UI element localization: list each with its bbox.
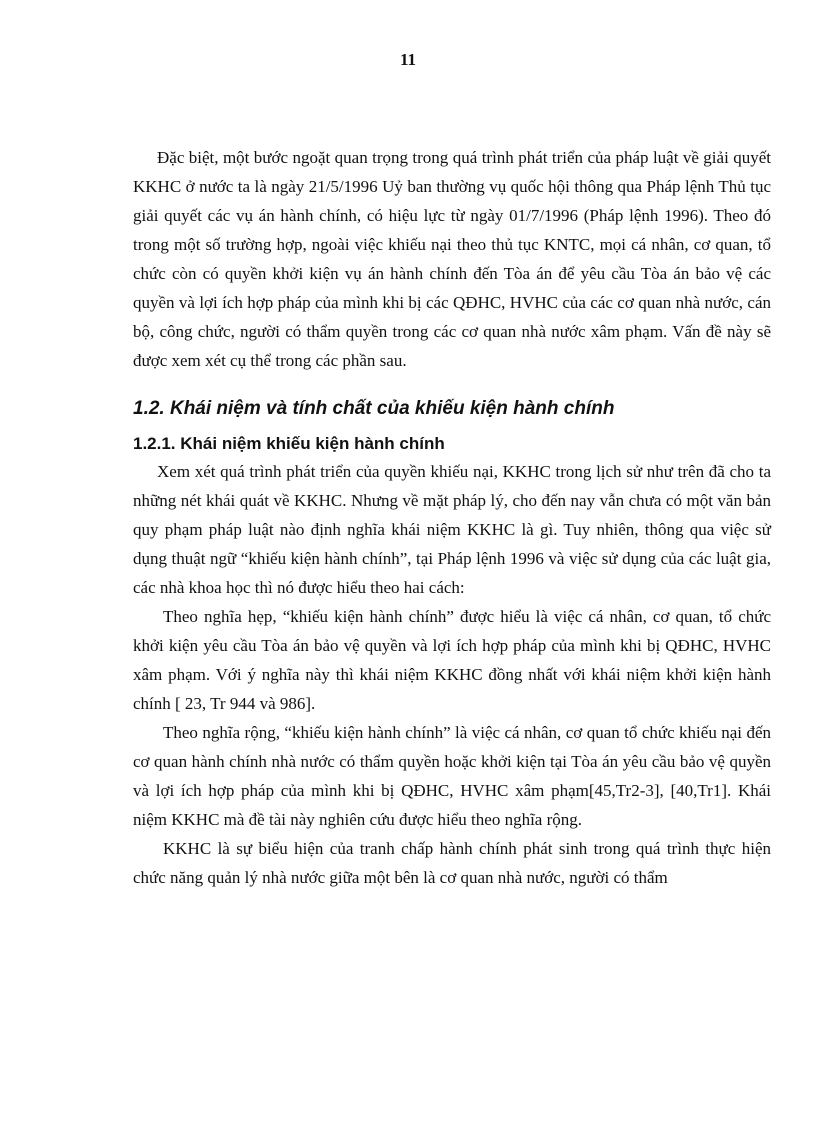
body-paragraph-3: Theo nghĩa rộng, “khiếu kiện hành chính” là việc cá nhân, cơ quan tổ chức khiếu nại đến cơ quan hành chính nhà nước có thẩm quyền hoặc khởi kiện tại Tòa án yêu cầu bảo vệ quyền và lợi ích hợp pháp của mình khi bị QĐHC, HVHC xâm phạm[45,Tr2-3], [40,Tr1]. Khái niệm KKHC mà đề tài này nghiên cứu được hiểu theo nghĩa rộng. <box>133 723 771 829</box>
page-number: 11 <box>399 50 417 69</box>
section-heading-1-2: 1.2. Khái niệm và tính chất của khiếu kiện hành chính <box>133 398 615 419</box>
document-body <box>133 143 771 892</box>
body-paragraph-2: Theo nghĩa hẹp, “khiếu kiện hành chính” được hiểu là việc cá nhân, cơ quan, tổ chức khởi kiện yêu cầu Tòa án bảo vệ quyền và lợi ích hợp pháp của mình khi bị QĐHC, HVHC xâm phạm. Với ý nghĩa này thì khái niệm KKHC đồng nhất với khái niệm khởi kiện hành chính [ 23, Tr 944 và 986]. <box>133 607 771 713</box>
body-paragraph-1: Xem xét quá trình phát triển của quyền khiếu nại, KKHC trong lịch sử như trên đã cho ta những nét khái quát về KKHC. Nhưng về mặt pháp lý, cho đến nay vẫn chưa có một văn bản quy phạm pháp luật nào định nghĩa khái niệm KKHC là gì. Tuy nhiên, thông qua việc sử dụng thuật ngữ “khiếu kiện hành chính”, tại Pháp lệnh 1996 và việc sử dụng của các luật gia, các nhà khoa học thì nó được hiểu theo hai cách: <box>133 462 771 597</box>
subsection-heading-1-2-1: 1.2.1. Khái niệm khiếu kiện hành chính <box>133 434 445 453</box>
body-paragraph-4: KKHC là sự biểu hiện của tranh chấp hành chính phát sinh trong quá trình thực hiện chức năng quản lý nhà nước giữa một bên là cơ quan nhà nước, người có thẩm <box>133 839 771 887</box>
intro-paragraph: Đặc biệt, một bước ngoặt quan trọng trong quá trình phát triển của pháp luật về giải quyết KKHC ở nước ta là ngày 21/5/1996 Uỷ ban thường vụ quốc hội thông qua Pháp lệnh Thủ tục giải quyết các vụ án hành chính, có hiệu lực từ ngày 01/7/1996 (Pháp lệnh 1996). Theo đó trong một số trường hợp, ngoài việc khiếu nại theo thủ tục KNTC, mọi cá nhân, cơ quan, tổ chức còn có quyền khởi kiện vụ án hành chính đến Tòa án để yêu cầu Tòa án bảo vệ các quyền và lợi ích hợp pháp của mình khi bị các QĐHC, HVHC của các cơ quan nhà nước, cán bộ, công chức, người có thẩm quyền trong các cơ quan nhà nước xâm phạm. Vấn đề này sẽ được xem xét cụ thể trong các phần sau. <box>133 148 771 370</box>
